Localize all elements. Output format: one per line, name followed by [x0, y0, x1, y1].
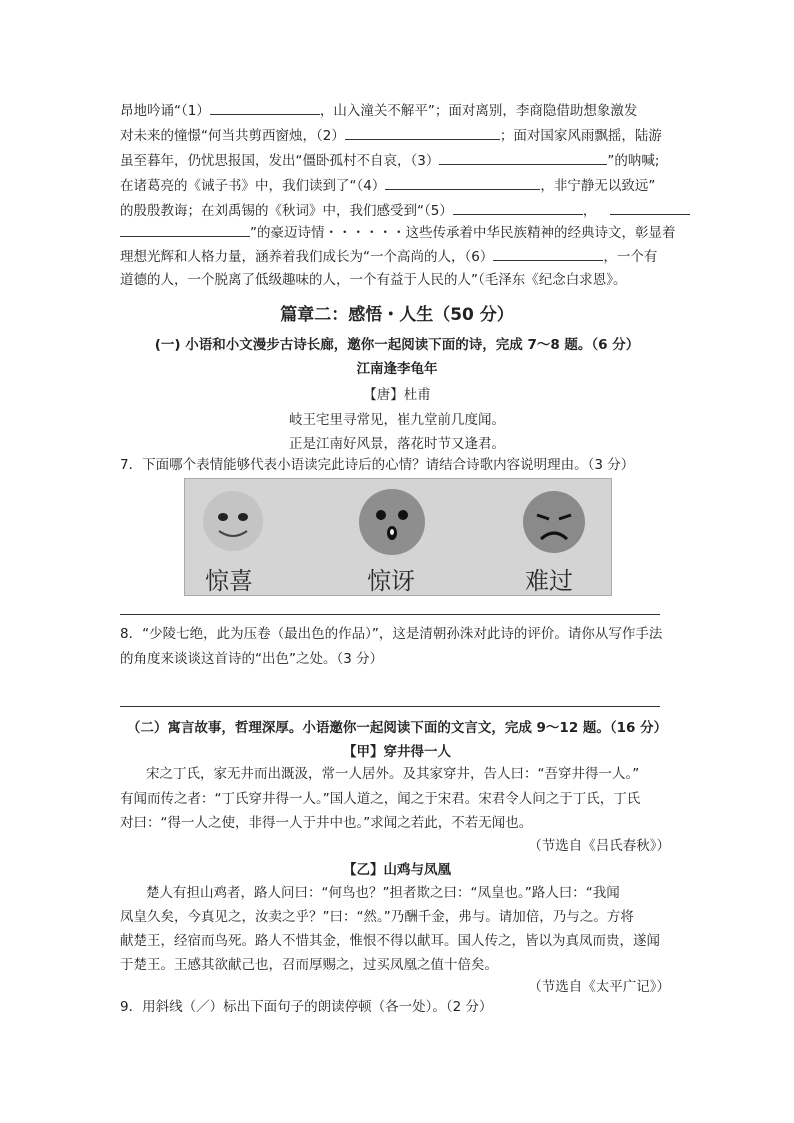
text-segment: ，一个有	[603, 249, 658, 265]
text-line-4	[120, 175, 655, 196]
passage-b-line-3: 献楚王，经宿而鸟死。路人不惜其金，惟恨不得以献耳。国人传之，皆以为真凤而贵，遂闻	[120, 933, 660, 949]
text-segment: ”的呐喊;	[607, 153, 660, 169]
answer-blank-2[interactable]	[345, 125, 500, 140]
text-segment: ，山入潼关不解平”；面对离别，李商隐借助想象激发	[319, 103, 638, 119]
text-segment: 理想光辉和人格力量，涵养着我们成长为“一个高尚的人，（6）	[120, 249, 494, 265]
face-label-astonished: 惊讶	[367, 567, 415, 595]
poem-author: 【唐】杜甫	[363, 387, 431, 403]
sad-face-icon[interactable]	[519, 487, 589, 557]
passage-b-line-2: 凤皇久矣，今真见之，汝卖之乎？”曰：“然。”乃酬千金，弗与。请加倍，乃与之。方将	[120, 909, 634, 925]
text-segment: 虽至暮年，仍忧思报国，发出“僵卧孤村不自哀，（3）	[120, 153, 440, 169]
text-segment: 对未来的憧憬“何当共剪西窗烛，（2）	[120, 128, 345, 144]
passage-b-source: （节选自《太平广记》）	[528, 979, 670, 995]
text-line-2	[120, 125, 662, 146]
chapter-title: 篇章二：感悟・人生（50 分）	[280, 305, 514, 325]
answer-line-7[interactable]	[120, 614, 660, 615]
passage-a-line-2: 有闻而传之者：“丁氏穿井得一人。”国人道之，闻之于宋君。宋君令人问之于丁氏，丁氏	[120, 791, 641, 807]
question-8-line-2: 的角度来谈谈这首诗的“出色”之处。（3 分）	[120, 651, 384, 667]
text-line-3	[120, 150, 659, 171]
answer-blank-5b-end[interactable]	[120, 222, 250, 237]
question-7: 7．下面哪个表情能够代表小语读完此诗后的心情？请结合诗歌内容说明理由。（3 分）	[120, 457, 635, 473]
passage-a-line-1: 宋之丁氏，家无井而出溉汲，常一人居外。及其家穿井，告人曰：“吾穿井得一人。”	[146, 766, 640, 782]
passage-a-source: （节选自《吕氏春秋》）	[528, 838, 670, 854]
text-segment: 在诸葛亮的《诫子书》中，我们读到了“（4）	[120, 178, 386, 194]
text-segment: 道德的人，一个脱离了低级趣味的人，一个有益于人民的人”（毛泽东《纪念白求恩》。	[120, 272, 627, 288]
answer-blank-5a[interactable]	[453, 200, 583, 215]
question-9: 9．用斜线（／）标出下面句子的朗读停顿（各一处）。（2 分）	[120, 999, 493, 1015]
smiling-face-icon[interactable]	[199, 487, 267, 555]
answer-line-8[interactable]	[120, 706, 660, 707]
answer-blank-6[interactable]	[493, 246, 603, 261]
answer-blank-5b-start[interactable]	[610, 200, 690, 215]
part1-heading: (一) 小语和小文漫步古诗长廊，邀你一起阅读下面的诗，完成 7～8 题。（6 分）	[154, 337, 640, 353]
answer-blank-3[interactable]	[439, 150, 607, 165]
passage-b-line-4: 于楚王。王感其欲献己也，召而厚赐之，过买凤凰之值十倍矣。	[120, 957, 498, 973]
question-8-line-1: 8．“少陵七绝，此为压卷（最出色的作品）”，这是清朝孙洙对此诗的评价。请你从写作手法	[120, 626, 663, 642]
poem-verse-1: 岐王宅里寻常见，崔九堂前几度闻。	[289, 412, 505, 428]
text-segment: 的殷殷教诲；在刘禹锡的《秋词》中，我们感受到“（5）	[120, 203, 453, 219]
emotion-faces-image	[184, 478, 612, 596]
answer-blank-1[interactable]	[210, 100, 320, 115]
text-segment: ；面对国家风雨飘摇，陆游	[499, 128, 662, 144]
face-label-surprise-joy: 惊喜	[205, 567, 253, 595]
text-line-6	[120, 222, 676, 243]
text-segment: 昂地吟诵“（1）	[120, 103, 210, 119]
passage-a-line-3: 对曰：“得一人之使，非得一人于井中也。”求闻之若此，不若无闻也。	[120, 815, 533, 831]
text-segment: ，非宁静无以致远”	[540, 178, 656, 194]
part2-heading: （二）寓言故事，哲理深厚。小语邀你一起阅读下面的文言文，完成 9～12 题。（16 分）	[126, 720, 668, 736]
text-line-1	[120, 100, 637, 121]
text-line-8	[120, 270, 627, 290]
text-line-5	[120, 200, 690, 221]
poem-title: 江南逢李龟年	[356, 361, 438, 377]
text-segment: ，	[582, 203, 597, 219]
surprised-face-icon[interactable]	[355, 485, 429, 559]
text-line-7	[120, 246, 657, 267]
face-label-sad: 难过	[525, 567, 573, 595]
poem-verse-2: 正是江南好风景，落花时节又逢君。	[289, 436, 505, 452]
passage-b-line-1: 楚人有担山鸡者，路人问曰：“何鸟也？”担者欺之曰：“凤皇也。”路人曰：“我闻	[146, 885, 620, 901]
answer-blank-4[interactable]	[385, 175, 540, 190]
passage-b-title: 【乙】山鸡与凤凰	[343, 862, 451, 878]
passage-a-title: 【甲】穿井得一人	[343, 744, 451, 760]
text-segment: ”的豪迈诗情・・・・・・这些传承着中华民族精神的经典诗文，彰显着	[250, 225, 676, 241]
